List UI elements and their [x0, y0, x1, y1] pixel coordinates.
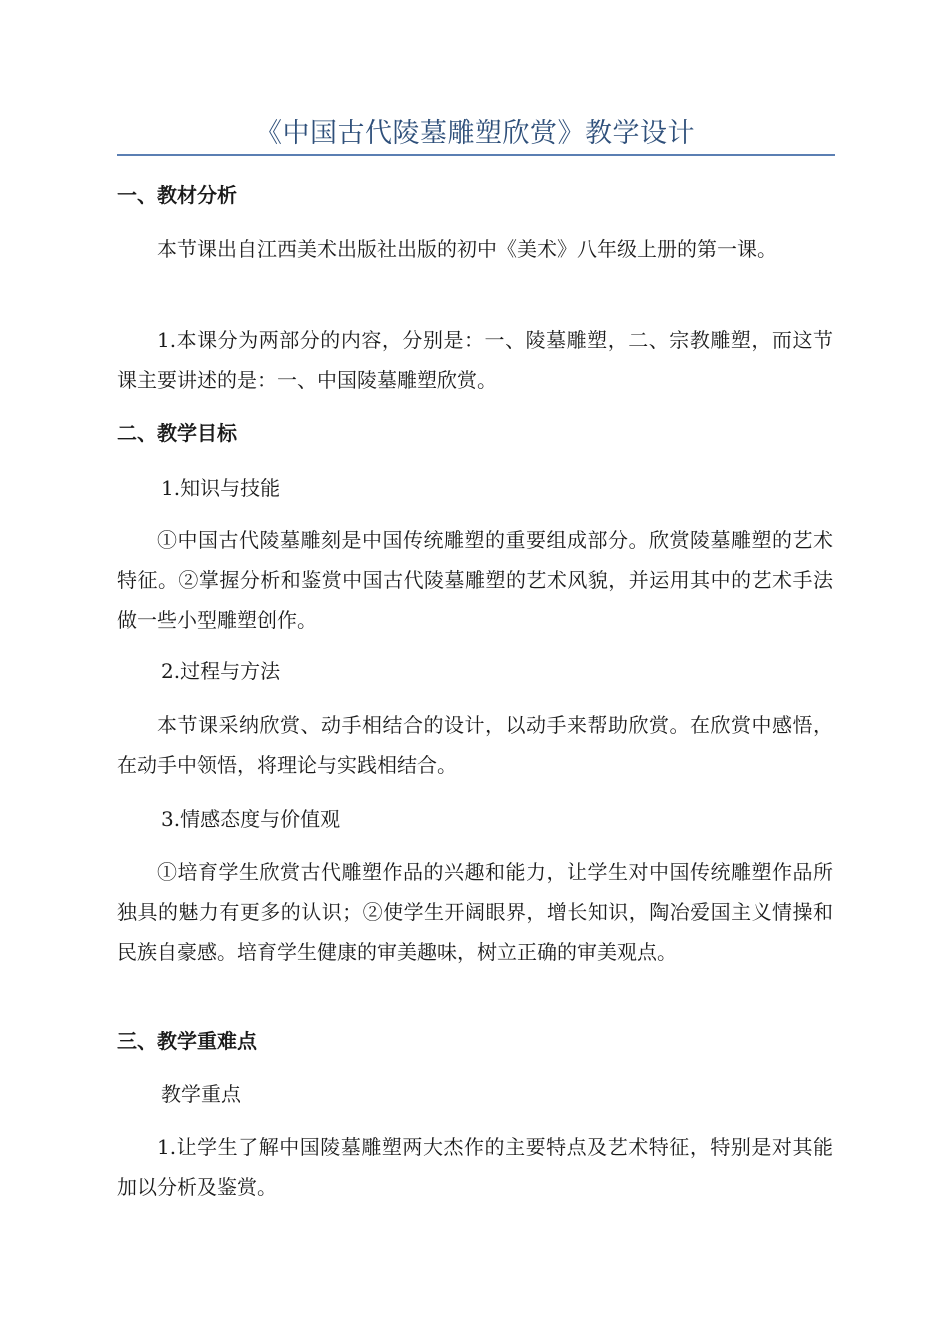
subheading-teaching-focus: 教学重点 [161, 1082, 241, 1106]
subheading-knowledge-skills: 1.知识与技能 [161, 476, 281, 500]
paragraph-process-methods: 本节课采纳欣赏、动手相结合的设计，以动手来帮助欣赏。在欣赏中感悟，在动手中领悟，将理论与实践相结合。 [117, 713, 833, 777]
subheading-process-methods: 2.过程与方法 [161, 659, 281, 683]
section-heading-teaching-goals: 二、教学目标 [117, 421, 237, 445]
title-underline [117, 154, 835, 156]
paragraph-textbook-source: 本节课出自江西美术出版社出版的初中《美术》八年级上册的第一课。 [157, 237, 777, 261]
section-heading-key-difficulties: 三、教学重难点 [117, 1029, 257, 1053]
section-heading-textbook-analysis: 一、教材分析 [117, 183, 237, 207]
paragraph-knowledge-skills: ①中国古代陵墓雕刻是中国传统雕塑的重要组成部分。欣赏陵墓雕塑的艺术特征。②掌握分析和鉴赏中国古代陵墓雕塑的艺术风貌，并运用其中的艺术手法做一些小型雕塑创作。 [117, 528, 833, 632]
paragraph-emotion-values: ①培育学生欣赏古代雕塑作品的兴趣和能力，让学生对中国传统雕塑作品所独具的魅力有更多的认识；②使学生开阔眼界，增长知识，陶冶爱国主义情操和民族自豪感。培育学生健康的审美趣味，树立正确的审美观点。 [117, 860, 833, 964]
document-title: 《中国古代陵墓雕塑欣赏》教学设计 [255, 118, 695, 149]
paragraph-teaching-focus: 1.让学生了解中国陵墓雕塑两大杰作的主要特点及艺术特征，特别是对其能加以分析及鉴赏。 [117, 1135, 833, 1199]
paragraph-course-parts: 1.本课分为两部分的内容，分别是：一、陵墓雕塑，二、宗教雕塑，而这节课主要讲述的是：一、中国陵墓雕塑欣赏。 [117, 328, 833, 392]
subheading-emotion-values: 3.情感态度与价值观 [161, 807, 341, 831]
